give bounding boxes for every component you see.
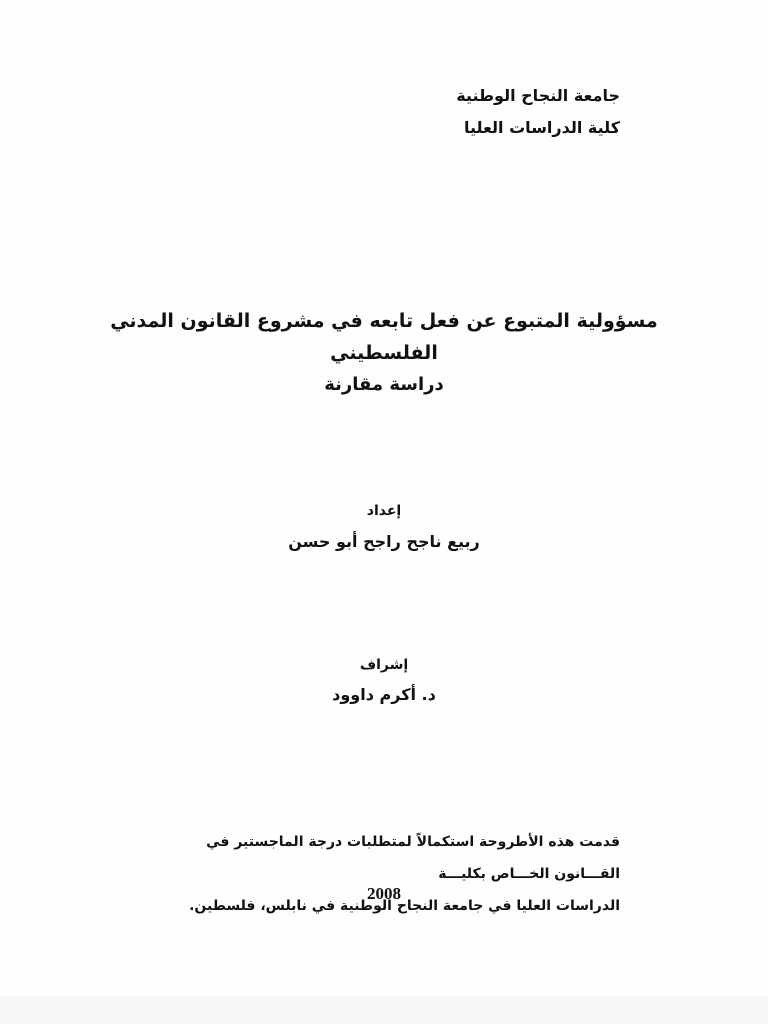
university-name: جامعة النجاح الوطنية <box>456 86 620 105</box>
supervisor-name: د. أكرم داوود <box>332 685 436 704</box>
author-name: ربيع ناجح راجح أبو حسن <box>288 532 480 551</box>
preparation-section <box>150 503 618 551</box>
faculty-name: كلية الدراسات العليا <box>463 118 620 137</box>
supervision-section <box>150 657 618 704</box>
submission-line-1: قدمت هذه الأطروحة استكمالاً لمتطلبات درجة الماجستير في القـــانون الخـــاص بكليـــة <box>206 834 620 882</box>
thesis-title-main: مسؤولية المتبوع عن فعل تابعه في مشروع القانون المدني الفلسطيني <box>110 310 658 364</box>
preparation-label: إعداد <box>366 503 402 519</box>
submission-line-2: الدراسات العليا في جامعة النجاح الوطنية في نابلس، فلسطين. <box>189 898 620 914</box>
scan-bottom-edge <box>0 996 768 1024</box>
submission-statement <box>150 826 620 922</box>
submission-year: 2008 <box>367 884 401 903</box>
thesis-title-subtitle: دراسة مقارنة <box>324 374 444 395</box>
supervision-label: إشراف <box>359 657 409 673</box>
thesis-title <box>100 305 668 401</box>
